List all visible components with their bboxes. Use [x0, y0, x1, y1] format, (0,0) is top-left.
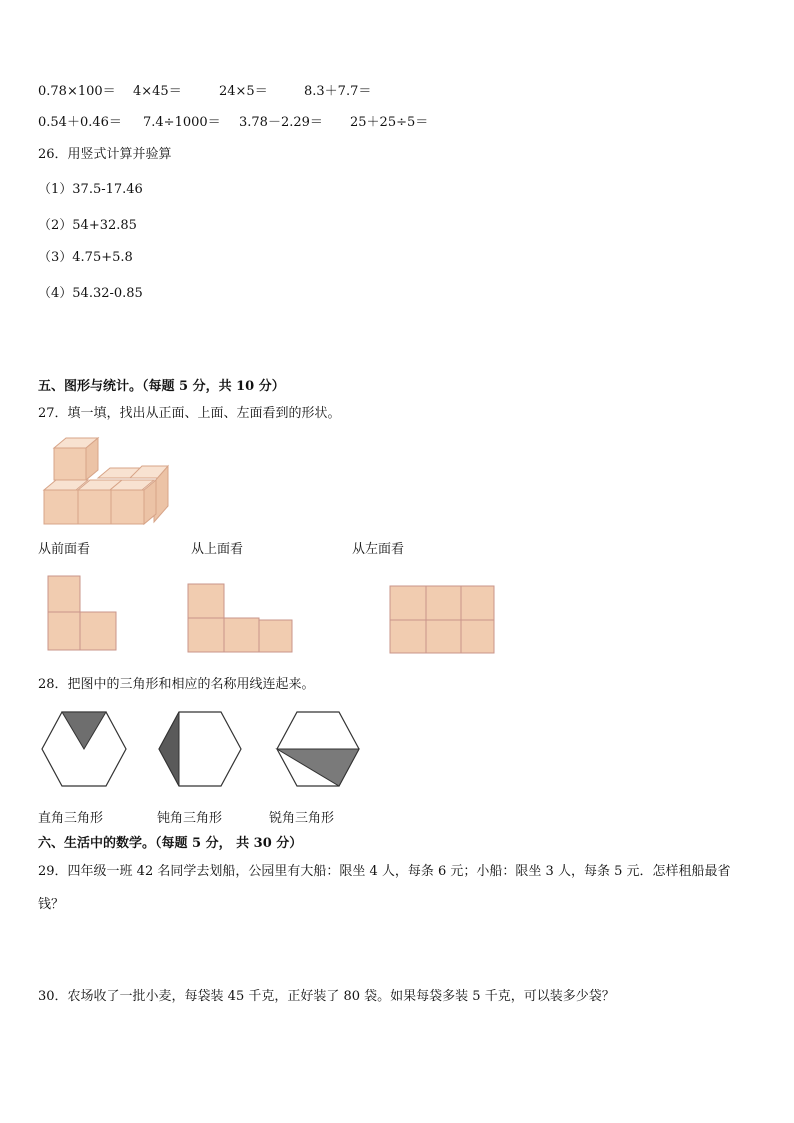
calc-2-1: 0.54＋0.46＝: [38, 115, 122, 130]
calc-2-2: 7.4÷1000＝: [143, 115, 221, 130]
cube-front-2: [78, 490, 111, 524]
q26-item-3: （3）4.75+5.8: [38, 250, 133, 265]
q26-item-4: （4）54.32-0.85: [38, 286, 143, 301]
name-right-triangle: 直角三角形: [38, 811, 104, 826]
calc-1-2: 4×45＝: [133, 84, 182, 99]
q26-item-2: （2）54+32.85: [38, 218, 137, 233]
q29-line-1: 29．四年级一班 42 名同学去划船，公园里有大船：限坐 4 人，每条 6 元；小船：限坐 3 人，每条 5 元．怎样租船最省: [38, 864, 731, 879]
cube-front-1: [44, 490, 78, 524]
hexagon-right-triangle-figure: [40, 710, 130, 790]
q30-text: 30．农场收了一批小麦，每袋装 45 千克，正好装了 80 袋。如果每袋多装 5 千克，可以装多少袋？: [38, 989, 615, 1004]
name-obtuse-triangle: 钝角三角形: [157, 811, 223, 826]
top-view-figure: [186, 582, 296, 654]
calc-1-4: 8.3＋7.7＝: [304, 84, 372, 99]
front-view-figure: [46, 574, 118, 654]
q26-title: 26．用竖式计算并验算: [38, 147, 172, 162]
cube-stack-figure: [40, 438, 180, 528]
left-view-figure: [389, 585, 499, 657]
view-left-label: 从左面看: [352, 542, 405, 557]
hexagon-acute-triangle-figure: [275, 710, 365, 790]
view-front-label: 从前面看: [38, 542, 91, 557]
cube-front-3: [111, 490, 144, 524]
calc-1-1: 0.78×100＝: [38, 84, 116, 99]
q26-item-1: （1）37.5-17.46: [38, 182, 143, 197]
section5-heading: 五、图形与统计。（每题 5 分，共 10 分）: [38, 379, 285, 394]
q29-line-2: 钱？: [38, 897, 65, 912]
calc-1-3: 24×5＝: [219, 84, 268, 99]
q27-title: 27．填一填，找出从正面、上面、左面看到的形状。: [38, 406, 341, 421]
calc-2-3: 3.78－2.29＝: [239, 115, 323, 130]
hexagon-obtuse-triangle-figure: [157, 710, 247, 790]
q28-title: 28．把图中的三角形和相应的名称用线连起来。: [38, 677, 315, 692]
obtuse-triangle-shape: [159, 712, 179, 786]
name-acute-triangle: 锐角三角形: [269, 811, 335, 826]
calc-2-4: 25＋25÷5＝: [350, 115, 429, 130]
section6-heading: 六、生活中的数学。（每题 5 分， 共 30 分）: [38, 836, 303, 851]
view-top-label: 从上面看: [191, 542, 244, 557]
